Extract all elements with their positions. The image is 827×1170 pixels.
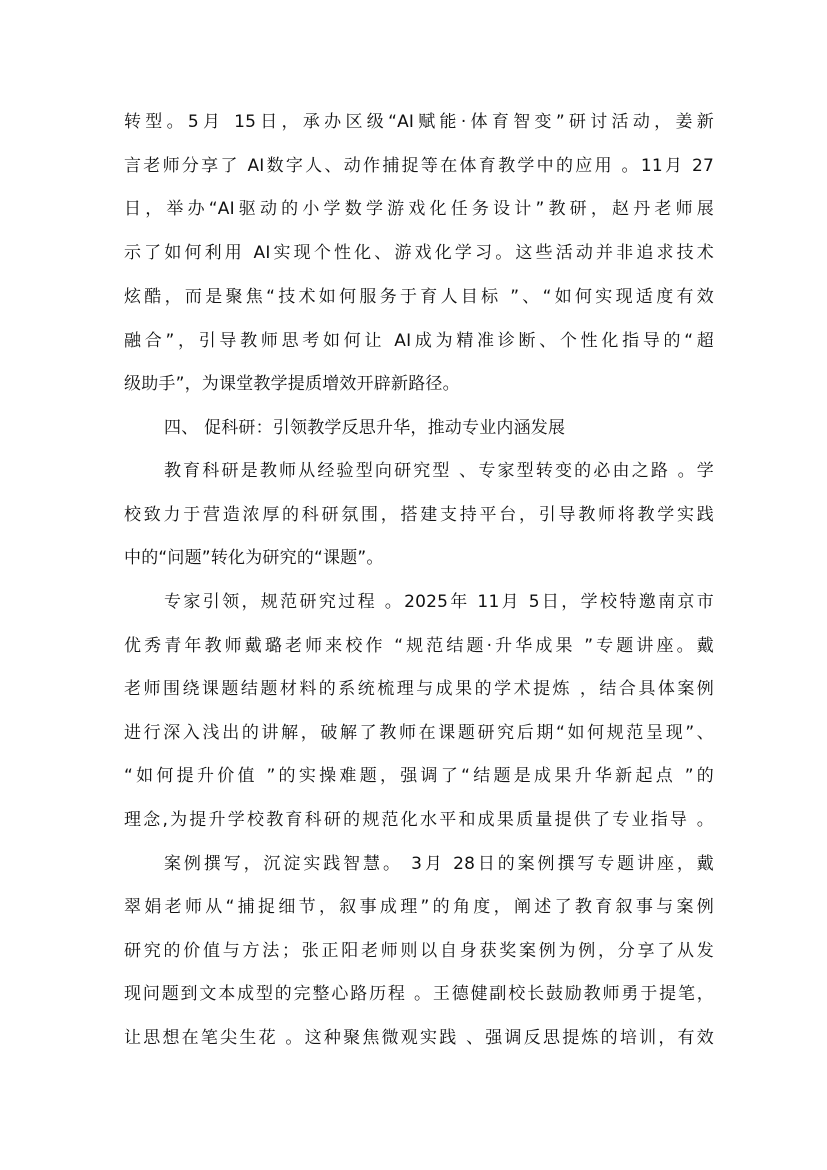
text-line-10: 校致力于营造浓厚的科研氛围，搭建支持平台，引导教师将教学实践 bbox=[124, 505, 714, 525]
text-line-11: 中的“问题”转化为研究的“课题”。 bbox=[124, 548, 384, 568]
text-line-12: 专家引领，规范研究过程 。2025年 11月 5日，学校特邀南京市 bbox=[164, 592, 714, 612]
text-line-9: 教育科研是教师从经验型向研究型 、专家型转变的必由之路 。学 bbox=[164, 461, 714, 481]
text-line-3: 日，举办“AI驱动的小学数学游戏化任务设计”教研，赵丹老师展 bbox=[124, 199, 714, 219]
text-line-13: 优秀青年教师戴璐老师来校作 “规范结题·升华成果 ”专题讲座。戴 bbox=[124, 636, 714, 656]
text-line-4: 示了如何利用 AI实现个性化、游戏化学习。这些活动并非追求技术 bbox=[124, 243, 714, 263]
text-line-15: 进行深入浅出的讲解，破解了教师在课题研究后期“如何规范呈现”、 bbox=[124, 723, 714, 743]
text-line-6: 融合”，引导教师思考如何让 AI成为精准诊断、个性化指导的“超 bbox=[124, 331, 714, 351]
text-line-19: 翠娟老师从“捕捉细节，叙事成理”的角度，阐述了教育叙事与案例 bbox=[124, 897, 714, 917]
text-line-1: 转型。5月 15日，承办区级“AI赋能·体育智变”研讨活动，姜新 bbox=[124, 112, 714, 132]
text-line-18: 案例撰写，沉淀实践智慧。 3月 28日的案例撰写专题讲座，戴 bbox=[164, 854, 714, 874]
text-line-16: “如何提升价值 ”的实操难题，强调了“结题是成果升华新起点 ”的 bbox=[124, 766, 714, 786]
text-line-17: 理念,为提升学校教育科研的规范化水平和成果质量提供了专业指导 。 bbox=[124, 810, 714, 830]
text-line-20: 研究的价值与方法；张正阳老师则以自身获奖案例为例，分享了从发 bbox=[124, 941, 714, 961]
text-line-14: 老师围绕课题结题材料的系统梳理与成果的学术提炼 ，结合具体案例 bbox=[124, 679, 714, 699]
text-line-5: 炫酷，而是聚焦“技术如何服务于育人目标 ”、“如何实现适度有效 bbox=[124, 287, 714, 307]
text-line-7: 级助手”，为课堂教学提质增效开辟新路径。 bbox=[124, 374, 460, 394]
text-line-22: 让思想在笔尖生花 。这种聚焦微观实践 、强调反思提炼的培训，有效 bbox=[124, 1028, 714, 1048]
text-line-2: 言老师分享了 AI数字人、动作捕捉等在体育教学中的应用 。11月 27 bbox=[124, 156, 714, 176]
section-heading: 四、 促科研：引领教学反思升华，推动专业内涵发展 bbox=[164, 418, 566, 438]
text-line-21: 现问题到文本成型的完整心路历程 。王德健副校长鼓励教师勇于提笔， bbox=[124, 984, 714, 1004]
